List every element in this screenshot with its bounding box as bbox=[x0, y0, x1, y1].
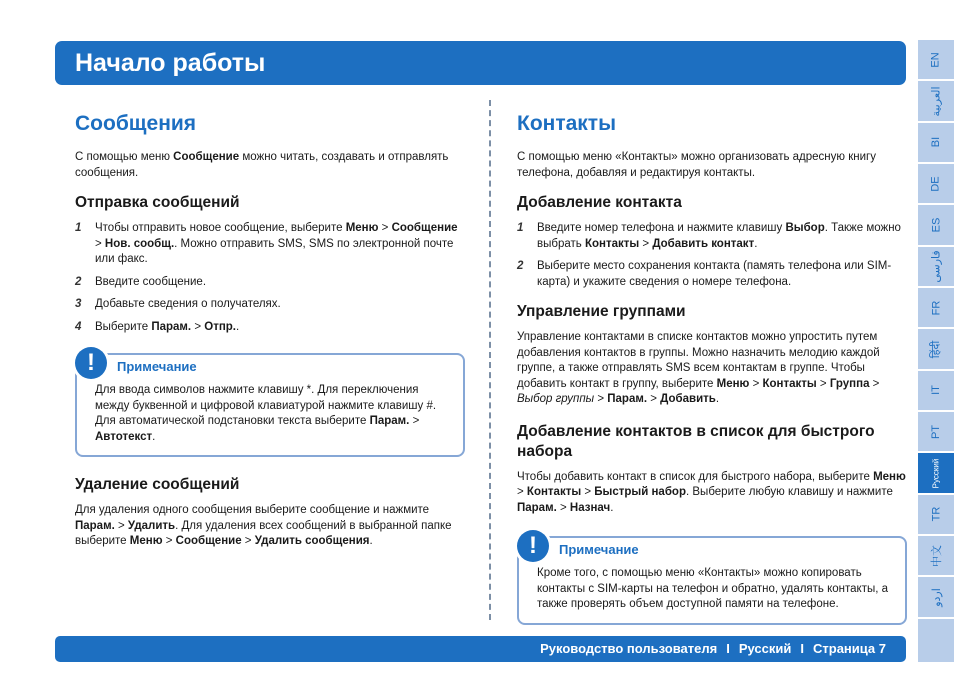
text-run: > bbox=[639, 237, 653, 250]
text-run: . bbox=[754, 237, 758, 250]
text-run: Чтобы добавить контакт в список для быстрого набора, выберите bbox=[517, 470, 874, 483]
text-run: Контакты bbox=[762, 377, 817, 390]
groups-heading: Управление группами bbox=[517, 303, 686, 320]
text-run: > bbox=[162, 535, 176, 547]
speed-dial-heading: Добавление контактов в список для быстрого набора bbox=[517, 422, 875, 460]
delete-messages-heading: Удаление сообщений bbox=[75, 476, 240, 493]
footer-separator: I bbox=[800, 641, 804, 656]
footer-language: Русский bbox=[738, 641, 792, 656]
text-run: . bbox=[152, 430, 156, 443]
text-run: Выберите место сохранения контакта (память телефона или SIM-карта) и укажите сведения о номере телефона. bbox=[537, 260, 892, 288]
text-run: > bbox=[191, 320, 205, 333]
footer-separator: I bbox=[726, 641, 730, 656]
text-run: Введите сообщение. bbox=[95, 275, 207, 288]
messages-column bbox=[75, 100, 465, 550]
text-run: Парам. bbox=[517, 501, 557, 514]
lang-tab-blank bbox=[918, 619, 954, 664]
text-run: > bbox=[378, 222, 392, 234]
step-item bbox=[75, 297, 465, 313]
send-steps-list bbox=[75, 221, 465, 335]
text-run: > bbox=[581, 486, 595, 498]
text-run: > bbox=[869, 377, 880, 390]
contacts-note bbox=[517, 532, 907, 625]
text-run: Быстрый набор bbox=[594, 486, 686, 498]
add-contact-heading: Добавление контакта bbox=[517, 194, 682, 211]
text-run: Выберите bbox=[95, 320, 152, 333]
text-run: Добавить контакт bbox=[652, 237, 755, 250]
text-run: Выбор группы bbox=[517, 393, 595, 405]
footer-text bbox=[540, 641, 886, 656]
text-run: Для удаления одного сообщения выберите сообщение и нажмите bbox=[75, 504, 430, 516]
text-run: . bbox=[236, 320, 240, 333]
text-run: Для ввода символов нажмите клавишу *. Для переключения между буквенной и цифровой клавиатурой нажмите клавишу #. Для автоматической подстановки текста выберите bbox=[95, 384, 437, 427]
text-run: > bbox=[114, 519, 128, 532]
text-run: > bbox=[749, 377, 763, 390]
contacts-title: Контакты bbox=[517, 112, 617, 135]
text-run: > bbox=[556, 501, 570, 514]
text-run: Нов. сообщ. bbox=[104, 237, 175, 250]
text-run: Меню bbox=[345, 222, 379, 234]
step-number: 1 bbox=[517, 222, 524, 234]
note-text bbox=[95, 383, 449, 445]
step-number: 2 bbox=[75, 275, 82, 288]
step-item bbox=[75, 275, 465, 291]
text-run: . bbox=[369, 535, 373, 547]
page-footer bbox=[55, 636, 906, 662]
lang-tab-fr[interactable]: FR bbox=[918, 288, 954, 329]
text-run: > bbox=[517, 486, 527, 498]
text-run: Контакты bbox=[526, 486, 582, 498]
contacts-column bbox=[517, 100, 907, 643]
text-run: Введите номер телефона и нажмите клавишу bbox=[537, 222, 786, 234]
text-run: Отпр. bbox=[204, 320, 236, 333]
page-title: Начало работы bbox=[75, 49, 266, 77]
delete-messages-text bbox=[75, 503, 465, 550]
lang-tab-hi[interactable]: हिंदी bbox=[918, 329, 954, 370]
text-run: Добавить bbox=[660, 393, 716, 405]
note-title: Примечание bbox=[117, 359, 197, 374]
lang-tab-fa[interactable]: فارسی bbox=[918, 247, 954, 288]
exclamation-icon: ! bbox=[75, 347, 107, 379]
text-run: Группа bbox=[829, 377, 870, 390]
lang-tab-pt[interactable]: PT bbox=[918, 412, 954, 453]
text-run: Меню bbox=[873, 470, 906, 483]
add-contact-steps bbox=[517, 221, 907, 290]
text-run: . bbox=[715, 393, 720, 405]
messages-intro: С помощью меню Сообщение можно читать, создавать и отправлять сообщения. bbox=[75, 151, 449, 179]
groups-text bbox=[517, 330, 907, 408]
step-item bbox=[517, 221, 907, 252]
note-text: Кроме того, с помощью меню «Контакты» можно копировать контакты с SIM-карты на телефон и обратно, удалять контакты, а также проверять объем доступной памяти на телефоне. bbox=[537, 567, 889, 610]
text-run: Управление контактами в списке контактов можно упростить путем добавления контактов в группы. Можно назначить мелодию каждой группе, а также отправлять SMS всем контактам в группе. Чтобы добавить контакт в группу, выберите bbox=[517, 331, 880, 390]
lang-tab-de[interactable]: DE bbox=[918, 164, 954, 205]
exclamation-icon: ! bbox=[517, 530, 549, 562]
text-run: Меню bbox=[129, 535, 163, 547]
column-divider bbox=[489, 100, 491, 620]
messages-title: Сообщения bbox=[75, 112, 197, 135]
send-messages-heading: Отправка сообщений bbox=[75, 194, 240, 211]
text-run: Парам. bbox=[607, 393, 648, 405]
text-run: > bbox=[409, 415, 420, 427]
lang-tab-es[interactable]: ES bbox=[918, 205, 954, 246]
footer-page: Страница 7 bbox=[813, 641, 886, 656]
text-run: Удалить bbox=[127, 519, 176, 532]
lang-tab-ur[interactable]: اردو bbox=[918, 577, 954, 618]
text-run: > bbox=[594, 393, 608, 405]
text-run: Автотекст bbox=[95, 430, 153, 443]
text-run: . Выберите любую клавишу и нажмите bbox=[686, 486, 893, 498]
text-run: Контакты bbox=[584, 237, 640, 250]
speed-dial-text bbox=[517, 470, 907, 517]
messages-note bbox=[75, 349, 465, 457]
step-item bbox=[517, 259, 907, 290]
language-tabs bbox=[918, 40, 954, 664]
text-run: > bbox=[241, 535, 255, 547]
footer-guide: Руководство пользователя bbox=[540, 641, 718, 656]
lang-tab-en[interactable]: EN bbox=[918, 40, 954, 81]
text-run: Сообщение bbox=[391, 222, 458, 234]
lang-tab-zh[interactable]: 中文 bbox=[918, 536, 954, 577]
text-run: Назнач bbox=[569, 501, 611, 514]
text-run: Парам. bbox=[369, 415, 410, 427]
note-title: Примечание bbox=[559, 542, 639, 557]
text-run: . Можно отправить SMS, SMS по электронной почте или факс. bbox=[95, 237, 454, 265]
contacts-intro: С помощью меню «Контакты» можно организовать адресную книгу телефона, добавляя и редактируя контакты. bbox=[517, 151, 876, 179]
text-run: > bbox=[816, 377, 830, 390]
step-number: 4 bbox=[75, 320, 82, 333]
text-run: . Для удаления всех сообщений в выбранной папке выберите bbox=[75, 519, 452, 547]
text-run: Парам. bbox=[151, 320, 192, 333]
text-run: Добавьте сведения о получателях. bbox=[95, 298, 281, 310]
step-item bbox=[75, 320, 465, 336]
text-run: . Также можно выбрать bbox=[537, 222, 901, 250]
lang-tab-bi[interactable]: BI bbox=[918, 123, 954, 164]
step-item bbox=[75, 221, 465, 268]
text-run: Выбор bbox=[785, 222, 825, 234]
step-number: 1 bbox=[75, 222, 82, 234]
text-run: Парам. bbox=[75, 519, 115, 532]
text-run: Чтобы отправить новое сообщение, выберите bbox=[95, 222, 346, 234]
step-number: 3 bbox=[75, 298, 82, 310]
text-run: Меню bbox=[716, 377, 750, 390]
text-run: . bbox=[610, 501, 614, 514]
step-number: 2 bbox=[517, 260, 524, 272]
page-header bbox=[55, 41, 906, 85]
lang-tab-it[interactable]: IT bbox=[918, 371, 954, 412]
text-run: > bbox=[647, 393, 661, 405]
text-run: > bbox=[95, 237, 105, 250]
lang-tab-ru[interactable]: Русский bbox=[918, 453, 954, 494]
text-run: Удалить сообщения bbox=[254, 535, 370, 547]
text-run: Сообщение bbox=[175, 535, 242, 547]
lang-tab-tr[interactable]: TR bbox=[918, 495, 954, 536]
lang-tab-ar[interactable]: العربية bbox=[918, 81, 954, 122]
